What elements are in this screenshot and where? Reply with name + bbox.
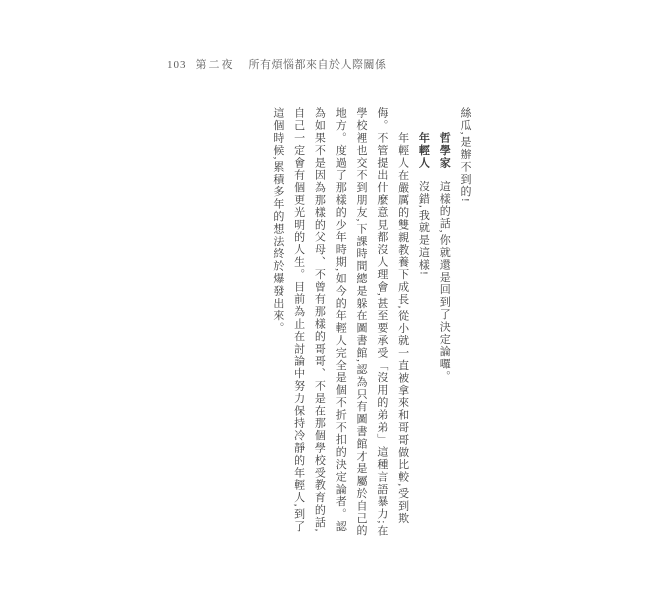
chapter-label: 第二夜	[195, 59, 235, 71]
dialogue-line-young-man	[413, 107, 434, 543]
page-number: 103	[167, 59, 187, 71]
speaker-name-young-man: 年輕人	[417, 132, 430, 170]
narration-paragraph: 年輕人在嚴厲的雙親教養下成長,從小就一直被拿來和哥哥做比較,受到欺侮。不管提出什麼意見都沒人理會,甚至要承受「沒用的弟弟」這種言語暴力;在學校裡也交不到朋友,下課時間總是躲在圖書館,認為只有圖書館才是屬於自己的地方。度過了那樣的少年時期,如今的年輕人完全是個不折不扣的決定論者。認為如果不是因為那樣的父母、不曾有那樣的哥哥、不是在那個學校受教育的話,自己一定會有個更光明的人生。目前為止在討論中努力保持冷靜的年輕人,到了這個時候,累積多年的想法終於爆發出來。	[271, 107, 409, 538]
running-head	[167, 56, 387, 72]
speaker-name-philosopher: 哲學家	[438, 132, 451, 170]
dialogue-text-young-man: 沒錯,我就是這樣!	[417, 180, 430, 277]
page-text-block	[267, 107, 475, 543]
continuation-line: 絲瓜,是辦不到的!	[459, 107, 471, 204]
chapter-title: 所有煩惱都來自於人際關係	[248, 59, 387, 71]
dialogue-line-philosopher	[433, 107, 454, 543]
dialogue-text-philosopher: 這樣的話,你就還是回到了決定論囉。	[438, 180, 451, 383]
